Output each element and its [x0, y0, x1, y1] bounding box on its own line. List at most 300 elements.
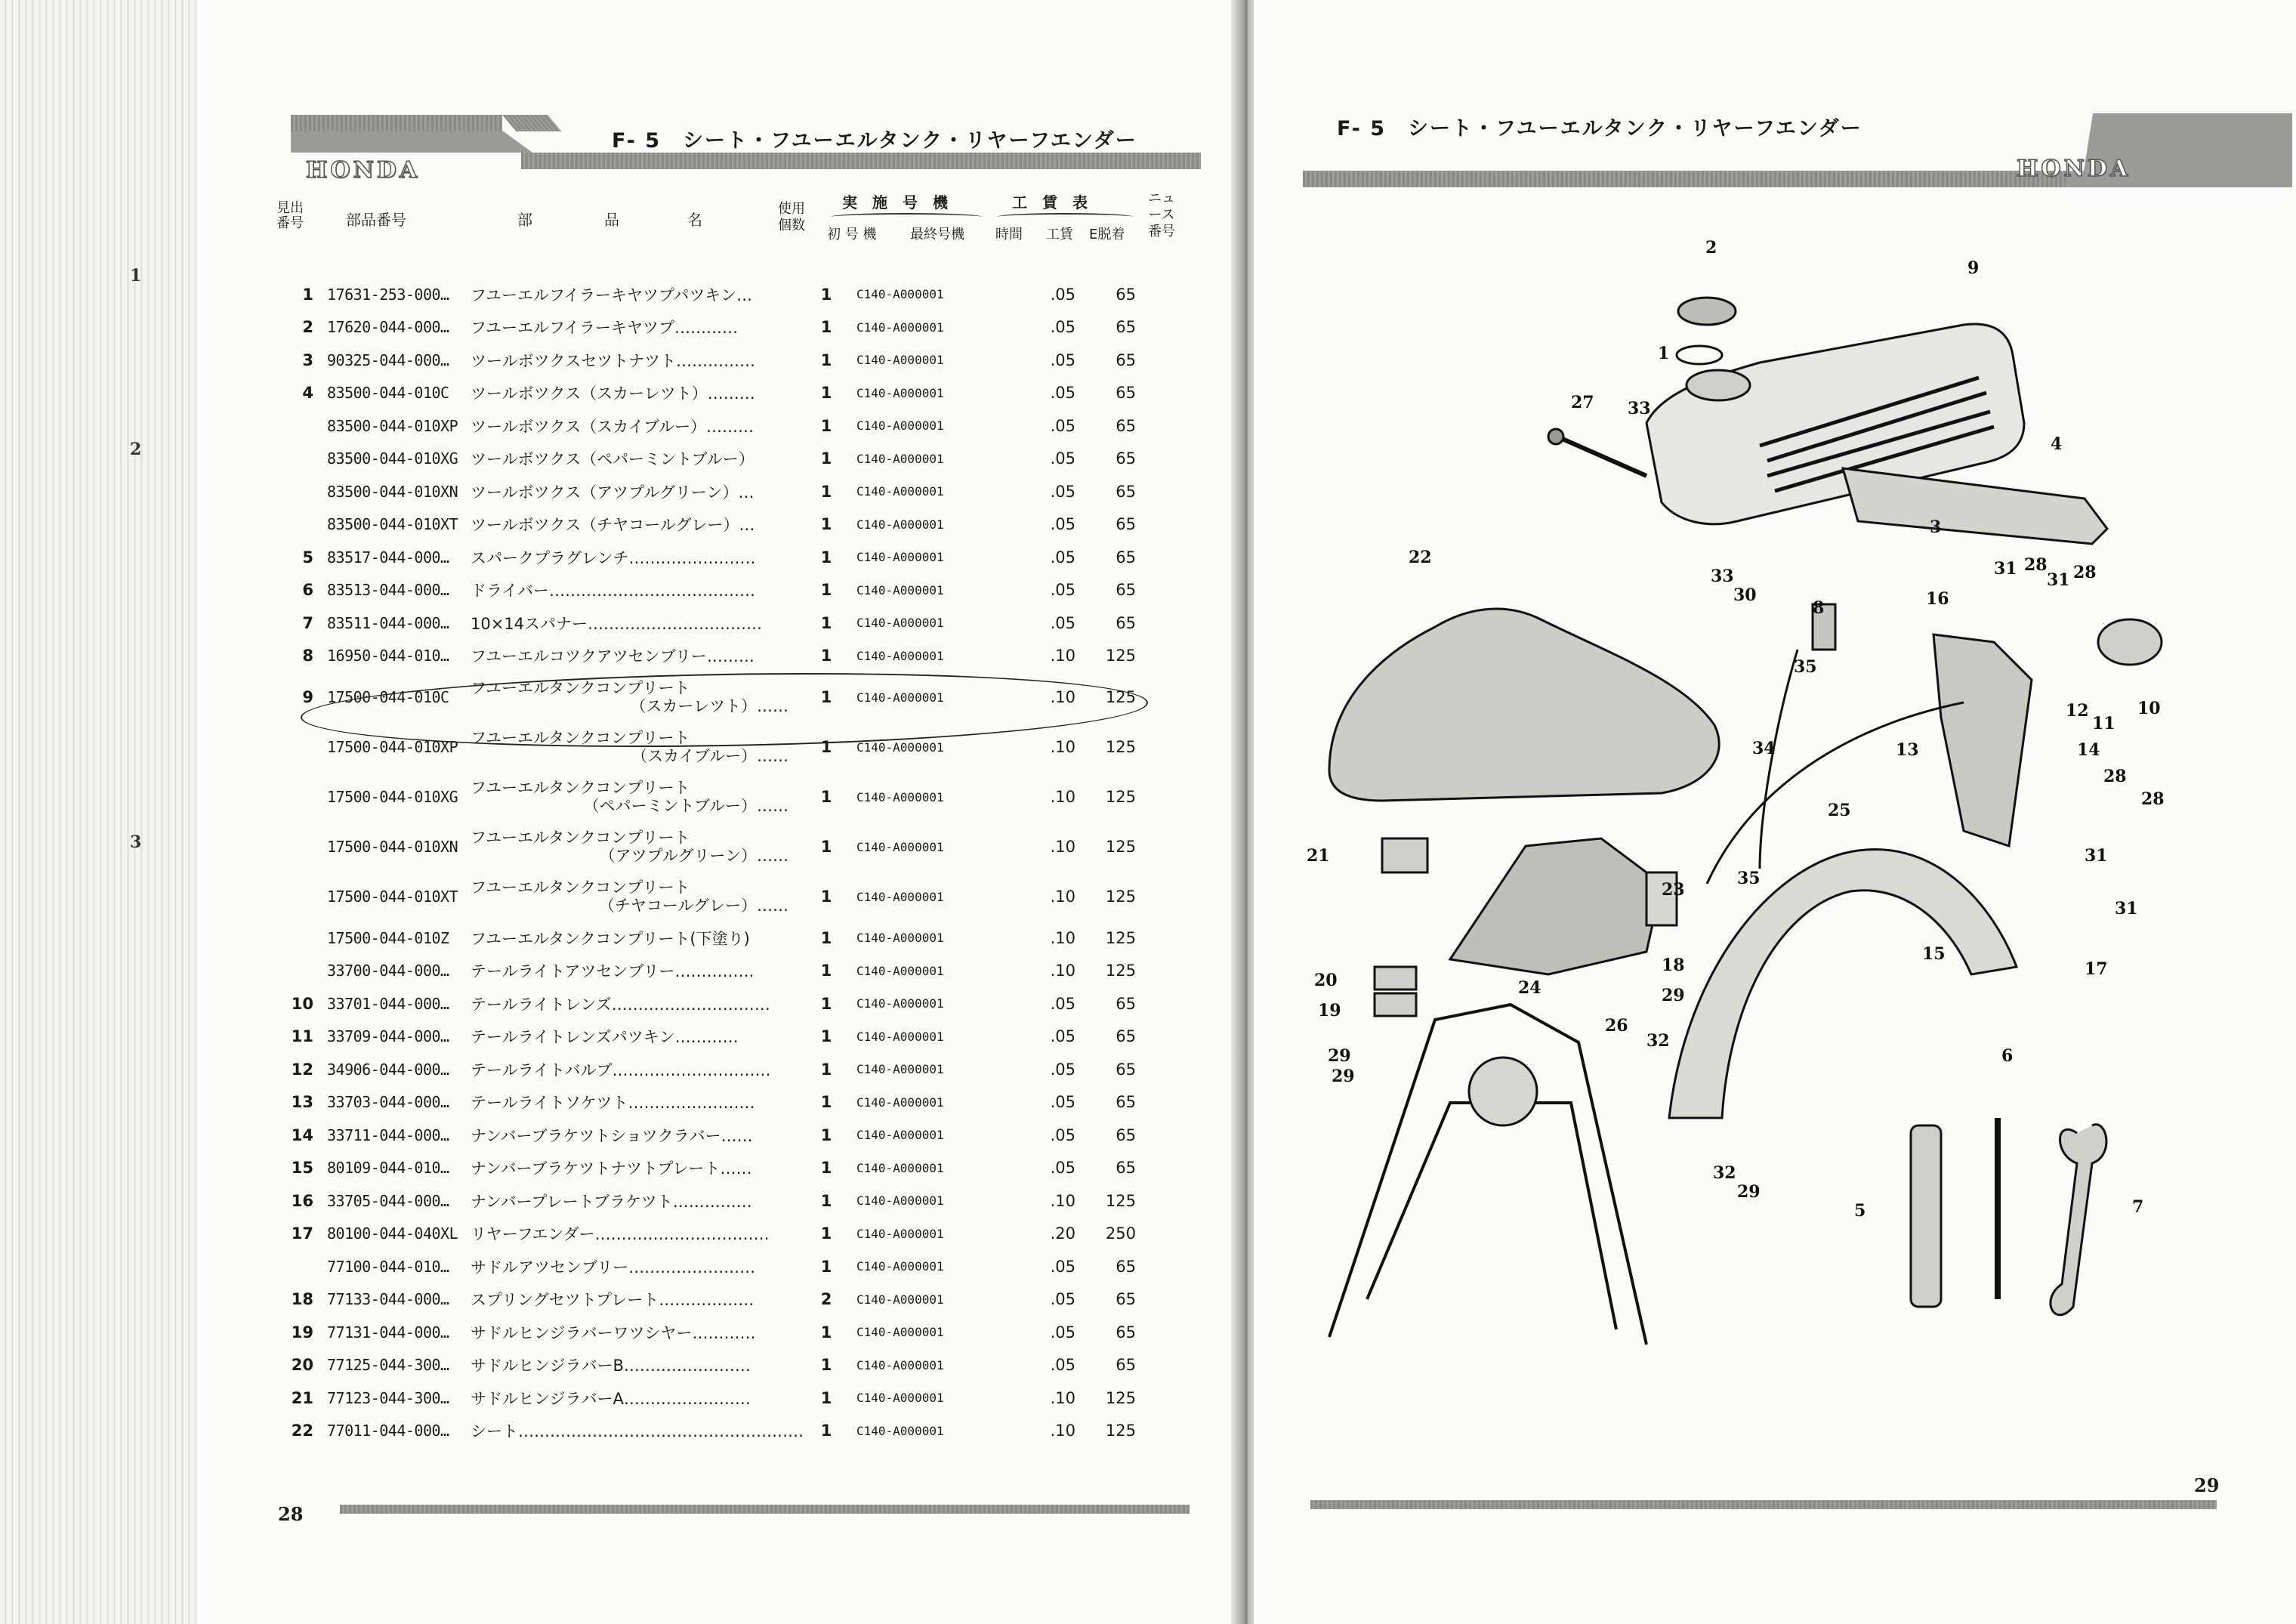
part-name: テールライトバルブ………………………… [471, 1061, 771, 1079]
labor-wage: 65 [1116, 1093, 1136, 1112]
tool-box [1843, 468, 2107, 544]
quantity: 2 [820, 1290, 832, 1309]
part-name-line2: （アツプルグリーン）…… [599, 847, 788, 865]
serial-first: C140-A000001 [856, 690, 944, 705]
plug-wrench [1911, 1125, 1941, 1307]
part-name: サドルヒンジラバーB…………………… [471, 1357, 751, 1375]
parts-row [276, 1020, 1145, 1054]
serial-first: C140-A000001 [856, 1062, 944, 1077]
labor-time: .05 [1050, 1060, 1075, 1079]
part-number: 83500-044-010XN [327, 482, 458, 501]
part-number: 16950-044-010… [327, 647, 449, 665]
serial-first: C140-A000001 [856, 789, 944, 804]
callout-number: 3 [1930, 517, 1942, 537]
parts-row [276, 443, 1145, 476]
labor-time: .20 [1050, 1224, 1075, 1243]
callout-number: 17 [2085, 959, 2108, 979]
callout-number: 24 [1518, 978, 1541, 998]
callout-number: 2 [1705, 238, 1717, 258]
part-name: ツールボツクス（スカイブルー）……… [471, 417, 755, 436]
part-number: 83517-044-000… [327, 548, 449, 567]
quantity: 1 [820, 1422, 832, 1440]
part-number: 17500-044-010C [327, 688, 449, 706]
parts-row [276, 409, 1145, 443]
fuel-cap [1678, 298, 1736, 325]
header-serial-first: 初 号 機 [827, 227, 877, 242]
page-number: 29 [2194, 1474, 2220, 1496]
part-number: 34906-044-000… [327, 1060, 449, 1079]
labor-time: .05 [1050, 1356, 1075, 1375]
quantity: 1 [820, 285, 832, 304]
quantity: 1 [820, 318, 832, 337]
page-title: F- 5 シート・フユーエルタンク・リヤーフエンダー [1337, 117, 1862, 140]
part-name [471, 872, 804, 922]
labor-wage: 65 [1116, 515, 1136, 534]
header-labor-wage: 工賃 [1046, 227, 1073, 242]
labor-wage: 125 [1105, 1191, 1136, 1210]
labor-time: .05 [1050, 449, 1075, 468]
serial-first: C140-A000001 [856, 1226, 944, 1241]
quantity: 1 [820, 1356, 832, 1375]
quantity: 1 [820, 688, 832, 706]
part-name: サドルアツセンブリー…………………… [471, 1258, 756, 1277]
labor-wage: 65 [1116, 384, 1136, 403]
ref-number: 5 [302, 548, 313, 567]
header-labor-e: E脱着 [1089, 227, 1125, 242]
serial-first: C140-A000001 [856, 1391, 944, 1406]
parts-row [276, 955, 1145, 988]
part-name-line2: （スカーレツト）…… [630, 697, 788, 715]
part-number: 80109-044-010… [327, 1159, 449, 1178]
callout-number: 28 [2073, 563, 2097, 582]
ref-number: 19 [291, 1323, 313, 1341]
callout-number: 31 [2047, 570, 2070, 590]
quantity: 1 [820, 738, 832, 756]
part-number: 77123-044-300… [327, 1388, 449, 1407]
header-qty: 使用 個数 [778, 201, 805, 233]
parts-row [276, 508, 1145, 542]
part-name: フユーエルフイラーキヤツプパツキン… [471, 286, 753, 304]
quantity: 1 [820, 647, 832, 665]
header-band [291, 115, 502, 131]
quantity: 1 [820, 449, 832, 468]
callout-number: 11 [2092, 714, 2115, 733]
serial-first: C140-A000001 [856, 582, 944, 597]
part-number: 33705-044-000… [327, 1191, 449, 1210]
part-number: 17631-253-000… [327, 285, 449, 304]
edge-number: 2 [130, 440, 142, 459]
ref-number: 16 [291, 1191, 313, 1210]
labor-wage: 125 [1105, 928, 1136, 947]
part-number: 83500-044-010XP [327, 416, 458, 435]
part-number: 17620-044-000… [327, 318, 449, 337]
callout-number: 21 [1307, 846, 1330, 866]
part-name: ナンバープレートブラケツト…………… [471, 1192, 752, 1211]
callout-number: 33 [1628, 399, 1651, 418]
labor-time: .05 [1050, 1093, 1075, 1112]
labor-time: .05 [1050, 613, 1075, 632]
serial-first: C140-A000001 [856, 963, 944, 978]
parts-row [276, 1053, 1145, 1086]
serial-first: C140-A000001 [856, 320, 944, 335]
callout-number: 31 [2085, 846, 2108, 866]
labor-wage: 250 [1105, 1224, 1136, 1243]
labor-time: .05 [1050, 515, 1075, 534]
callout-number: 32 [1713, 1163, 1736, 1183]
part-number: 33703-044-000… [327, 1093, 449, 1112]
part-number: 33711-044-000… [327, 1125, 449, 1144]
ref-number [276, 508, 327, 542]
ref-number: 8 [302, 647, 313, 665]
serial-first: C140-A000001 [856, 353, 944, 368]
serial-first: C140-A000001 [856, 1160, 944, 1175]
labor-wage: 125 [1105, 1422, 1136, 1440]
quantity: 1 [820, 1027, 832, 1046]
labor-time: .05 [1050, 1159, 1075, 1178]
callout-number: 19 [1318, 1001, 1341, 1020]
parts-row [276, 574, 1145, 607]
labor-wage: 65 [1116, 449, 1136, 468]
spanner [2051, 1125, 2106, 1315]
ref-number: 9 [302, 688, 313, 706]
labor-wage: 65 [1116, 1290, 1136, 1309]
parts-row [276, 1382, 1145, 1415]
serial-first: C140-A000001 [856, 648, 944, 663]
part-number: 17500-044-010XG [327, 788, 458, 806]
ref-number [276, 443, 327, 476]
callout-number: 34 [1752, 739, 1776, 758]
labor-wage: 65 [1116, 994, 1136, 1013]
part-number: 80100-044-040XL [327, 1224, 458, 1243]
part-name: ドライバー………………………………… [471, 582, 755, 601]
part-name: テールライトアツセンブリー…………… [471, 962, 755, 981]
quantity: 1 [820, 1191, 832, 1210]
exploded-parts-diagram [1254, 0, 2296, 1496]
part-name: スプリングセツトプレート……………… [471, 1291, 755, 1310]
parts-row [276, 278, 1145, 311]
parts-row [276, 1283, 1145, 1317]
cap-gasket [1677, 346, 1722, 364]
part-name: サドルヒンジラバーA…………………… [471, 1389, 751, 1408]
callout-number: 22 [1409, 548, 1432, 567]
part-name: サドルヒンジラバーワツシヤー………… [471, 1323, 756, 1342]
quantity: 1 [820, 1224, 832, 1243]
part-number: 83500-044-010XG [327, 449, 458, 468]
part-name-line1: フユーエルタンクコンプリート [471, 829, 690, 847]
parts-row [276, 822, 1145, 872]
part-name: リヤーフエンダー…………………………… [471, 1225, 770, 1244]
part-name: ナンバーブラケツトショツクラバー…… [471, 1126, 753, 1145]
ref-number: 18 [291, 1290, 313, 1309]
seat-shape [1329, 609, 1719, 801]
labor-wage: 125 [1105, 962, 1136, 980]
part-name: ナンバーブラケツトナツトプレート…… [471, 1159, 752, 1178]
labor-time: .10 [1050, 1388, 1075, 1407]
ref-number: 7 [302, 613, 313, 632]
quantity: 1 [820, 1125, 832, 1144]
part-name: フユーエルコツクアツセンブリー……… [471, 647, 755, 666]
ref-number: 2 [302, 318, 313, 337]
ref-number: 17 [291, 1224, 313, 1243]
quantity: 1 [820, 962, 832, 980]
header-ref-no: 見出 番号 [276, 200, 304, 231]
labor-time: .05 [1050, 285, 1075, 304]
labor-wage: 65 [1116, 285, 1136, 304]
labor-time: .05 [1050, 1027, 1075, 1046]
parts-row [276, 311, 1145, 344]
ref-number [276, 822, 327, 872]
part-number: 33700-044-000… [327, 962, 449, 980]
serial-first: C140-A000001 [856, 418, 944, 434]
callout-number: 20 [1314, 971, 1338, 990]
labor-time: .10 [1050, 888, 1075, 906]
ref-number [276, 722, 327, 772]
quantity: 1 [820, 581, 832, 600]
part-name: テールライトレンズ………………………… [471, 995, 770, 1014]
quantity: 1 [820, 788, 832, 806]
part-number: 77131-044-000… [327, 1323, 449, 1341]
header-band-slope [502, 115, 561, 131]
labor-time: .10 [1050, 688, 1075, 706]
serial-first: C140-A000001 [856, 616, 944, 631]
labor-wage: 65 [1116, 482, 1136, 501]
callout-number: 27 [1571, 393, 1594, 412]
serial-first: C140-A000001 [856, 1095, 944, 1110]
serial-first: C140-A000001 [856, 839, 944, 854]
ref-number: 14 [291, 1125, 313, 1144]
header-brace [997, 213, 1133, 221]
labor-wage: 65 [1116, 613, 1136, 632]
callout-number: 14 [2077, 740, 2100, 760]
footer-band [1310, 1500, 2217, 1509]
labor-time: .05 [1050, 1290, 1075, 1309]
part-name: ツールボツクス（ペパーミントブルー） [471, 450, 755, 469]
page-title: F- 5 シート・フユーエルタンク・リヤーフエンダー [612, 129, 1137, 153]
callout-number: 7 [2132, 1197, 2144, 1217]
serial-first: C140-A000001 [856, 931, 944, 946]
labor-wage: 65 [1116, 318, 1136, 337]
callout-number: 28 [2024, 555, 2048, 575]
callout-number: 32 [1646, 1031, 1670, 1051]
labor-time: .10 [1050, 1422, 1075, 1440]
serial-first: C140-A000001 [856, 1029, 944, 1044]
frame-shape [1329, 1005, 1646, 1345]
labor-wage: 65 [1116, 350, 1136, 369]
callout-number: 29 [1737, 1182, 1761, 1202]
labor-wage: 65 [1116, 581, 1136, 600]
part-name [471, 772, 804, 822]
labor-wage: 65 [1116, 1257, 1136, 1276]
labor-wage: 125 [1105, 688, 1136, 706]
part-number: 90325-044-000… [327, 350, 449, 369]
honda-logo: HONDA [2017, 156, 2131, 182]
callout-number: 4 [2051, 434, 2063, 454]
part-name-line1: フユーエルタンクコンプリート [471, 729, 690, 747]
edge-number: 3 [130, 832, 142, 852]
labor-time: .05 [1050, 548, 1075, 567]
ref-number: 22 [291, 1422, 313, 1440]
parts-row [276, 607, 1145, 640]
ref-number [276, 922, 327, 955]
labor-wage: 65 [1116, 1323, 1136, 1341]
header-band-fill [291, 131, 532, 153]
quantity: 1 [820, 1093, 832, 1112]
labor-wage: 65 [1116, 1159, 1136, 1178]
header-band [521, 153, 1201, 169]
callout-number: 35 [1794, 657, 1817, 677]
part-number: 17500-044-010XT [327, 888, 458, 906]
callout-number: 16 [1926, 589, 1949, 609]
callout-number: 9 [1967, 258, 1980, 278]
ref-number: 20 [291, 1356, 313, 1375]
callout-number: 31 [1994, 559, 2017, 579]
labor-time: .10 [1050, 928, 1075, 947]
ref-number [276, 872, 327, 922]
part-number: 77100-044-010… [327, 1257, 449, 1276]
parts-row [276, 872, 1145, 922]
parts-row [276, 922, 1145, 955]
labor-wage: 125 [1105, 788, 1136, 806]
ref-number: 4 [302, 384, 313, 403]
parts-row [276, 1184, 1145, 1218]
page-edge-stack [0, 0, 196, 1624]
part-number: 17500-044-010XP [327, 738, 458, 756]
part-name: スパークプラグレンチ…………………… [471, 548, 756, 567]
parts-row [276, 1349, 1145, 1382]
serial-first: C140-A000001 [856, 1292, 944, 1307]
ref-number: 13 [291, 1093, 313, 1112]
ref-number [276, 475, 327, 508]
header-serial-last: 最終号機 [910, 227, 964, 242]
serial-first: C140-A000001 [856, 451, 944, 466]
parts-row [276, 1218, 1145, 1251]
callout-number: 28 [2103, 767, 2127, 786]
ref-number: 3 [302, 350, 313, 369]
ref-number: 12 [291, 1060, 313, 1079]
labor-wage: 65 [1116, 1027, 1136, 1046]
ref-number: 21 [291, 1388, 313, 1407]
part-number: 33709-044-000… [327, 1027, 449, 1046]
labor-time: .05 [1050, 384, 1075, 403]
header-part-name-3: 名 [687, 211, 702, 229]
parts-row [276, 1152, 1145, 1185]
ref-number: 11 [291, 1027, 313, 1046]
serial-first: C140-A000001 [856, 550, 944, 565]
parts-row [276, 377, 1145, 410]
header-labor-group: 工 賃 表 [1012, 193, 1088, 211]
labor-wage: 65 [1116, 1356, 1136, 1375]
quantity: 1 [820, 1060, 832, 1079]
quantity: 1 [820, 613, 832, 632]
part-number: 17500-044-010Z [327, 928, 449, 947]
header-labor-time: 時間 [995, 227, 1023, 242]
callout-number: 28 [2141, 789, 2165, 809]
page-number: 28 [278, 1503, 304, 1525]
callout-number: 23 [1662, 880, 1685, 900]
quantity: 1 [820, 350, 832, 369]
part-name: テールライトソケツト…………………… [471, 1094, 755, 1113]
part-name: ツールボツクス（スカーレツト）……… [471, 384, 755, 403]
labor-wage: 125 [1105, 888, 1136, 906]
serial-first: C140-A000001 [856, 1357, 944, 1372]
labor-wage: 125 [1105, 738, 1136, 756]
quantity: 1 [820, 482, 832, 501]
part-name [471, 822, 804, 872]
parts-row [276, 344, 1145, 377]
part-name: 10×14スパナー…………………………… [471, 614, 763, 633]
labor-time: .05 [1050, 350, 1075, 369]
part-name: フユーエルフイラーキヤツプ………… [471, 319, 739, 338]
serial-first: C140-A000001 [856, 484, 944, 499]
labor-time: .10 [1050, 838, 1075, 856]
part-name: ツールボツクス（チヤコールグレー）… [471, 516, 755, 535]
ref-number [276, 772, 327, 822]
labor-time: .10 [1050, 738, 1075, 756]
part-number: 83500-044-010XT [327, 515, 458, 534]
labor-time: .10 [1050, 962, 1075, 980]
ref-number: 6 [302, 581, 313, 600]
labor-wage: 65 [1116, 416, 1136, 435]
labor-wage: 65 [1116, 1060, 1136, 1079]
parts-table [276, 278, 1145, 1447]
parts-row [276, 475, 1145, 508]
callout-number: 5 [1854, 1201, 1866, 1221]
edge-number: 1 [130, 266, 142, 286]
callout-number: 31 [2115, 899, 2138, 919]
serial-first: C140-A000001 [856, 385, 944, 400]
part-number: 77133-044-000… [327, 1290, 449, 1309]
labor-time: .05 [1050, 1323, 1075, 1341]
header-serial-group: 実 施 号 機 [842, 193, 948, 211]
serial-first: C140-A000001 [856, 739, 944, 755]
part-name: フユーエルタンクコンプリート(下塗り) [471, 929, 750, 948]
quantity: 1 [820, 515, 832, 534]
ref-number [276, 1250, 327, 1283]
callout-number: 30 [1733, 585, 1757, 605]
callout-number: 18 [1662, 956, 1685, 975]
labor-wage: 125 [1105, 1388, 1136, 1407]
header-brace [831, 213, 982, 221]
part-name: テールライトレンズパツキン………… [471, 1028, 739, 1047]
footer-band [340, 1505, 1190, 1514]
parts-row [276, 640, 1145, 673]
callout-number: 25 [1828, 801, 1851, 820]
honda-logo: HONDA [306, 157, 421, 184]
part-number: 77011-044-000… [327, 1422, 449, 1440]
parts-row [276, 1086, 1145, 1119]
serial-first: C140-A000001 [856, 1128, 944, 1143]
callout-number: 33 [1711, 567, 1734, 586]
serial-first: C140-A000001 [856, 1325, 944, 1340]
labor-time: .05 [1050, 581, 1075, 600]
saddle-frame [1450, 838, 1662, 974]
quantity: 1 [820, 384, 832, 403]
serial-first: C140-A000001 [856, 287, 944, 302]
callout-number: 35 [1737, 869, 1761, 888]
ref-number [276, 409, 327, 443]
labor-time: .10 [1050, 788, 1075, 806]
quantity: 1 [820, 994, 832, 1013]
filler-neck [1687, 370, 1750, 400]
labor-time: .05 [1050, 1257, 1075, 1276]
part-name-line2: （ペパーミントブルー）…… [583, 797, 788, 815]
serial-first: C140-A000001 [856, 1423, 944, 1438]
labor-time: .05 [1050, 1125, 1075, 1144]
labor-wage: 65 [1116, 548, 1136, 567]
labor-time: .10 [1050, 647, 1075, 665]
part-number: 17500-044-010XN [327, 838, 458, 856]
part-name-line1: フユーエルタンクコンプリート [471, 878, 690, 897]
